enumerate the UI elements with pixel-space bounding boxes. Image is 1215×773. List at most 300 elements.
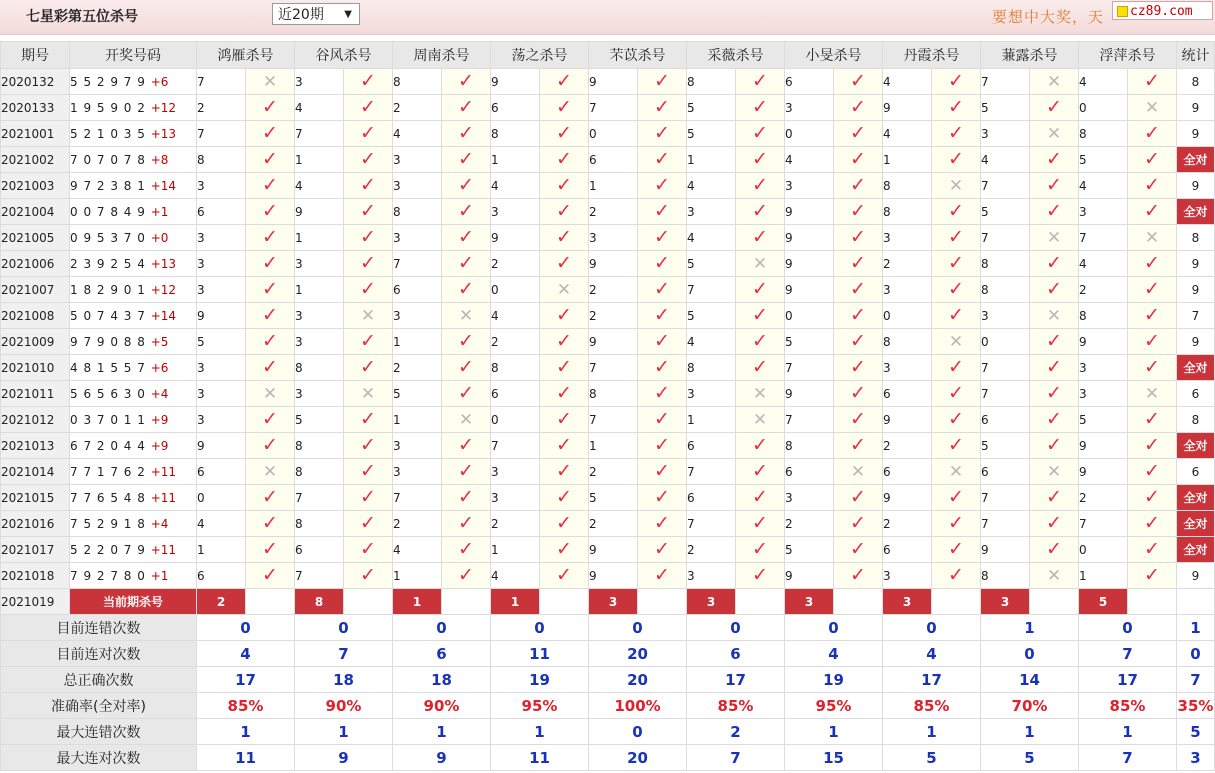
kill-number-cell: 9 [883,407,932,433]
kill-number-cell: 4 [687,225,736,251]
result-cell [540,225,589,251]
summary-value: 6 [687,641,785,667]
result-cell [344,69,393,95]
current-kill-number: 3 [883,589,932,615]
draw-extra: +6 [150,360,169,375]
result-cell [1128,225,1177,251]
draw-extra: +14 [150,178,177,193]
kill-number-cell: 3 [883,355,932,381]
kill-number-cell: 4 [393,537,442,563]
result-cell [344,407,393,433]
result-cell [344,147,393,173]
kill-number-cell: 3 [687,199,736,225]
draw-numbers: 0 9 5 3 7 0 [70,230,146,245]
check-icon: ✓ [654,96,670,118]
summary-value: 17 [197,667,295,693]
result-cell [932,95,981,121]
result-cell [638,303,687,329]
cross-icon: ✕ [1144,227,1160,248]
kill-number-cell: 8 [981,277,1030,303]
check-icon: ✓ [752,278,768,300]
cross-icon: ✕ [360,383,376,404]
result-cell [736,225,785,251]
kill-number-cell: 7 [1079,511,1128,537]
col-header-expert: 鸿雁杀号 [197,42,295,69]
result-cell [344,303,393,329]
cross-icon: ✕ [1046,123,1062,144]
issue-cell: 2021003 [1,173,70,199]
result-cell [344,95,393,121]
kill-number-cell: 3 [491,199,540,225]
check-icon: ✓ [360,564,376,586]
table-row [1,537,1215,563]
kill-number-cell: 7 [295,485,344,511]
current-stat-cell [1177,589,1215,615]
current-kill-number: 3 [981,589,1030,615]
result-cell [638,459,687,485]
check-icon: ✓ [458,226,474,248]
kill-number-cell: 8 [883,173,932,199]
result-cell [442,199,491,225]
result-cell [344,433,393,459]
col-header-expert: 丹霞杀号 [883,42,981,69]
result-cell [442,277,491,303]
draw-extra: +9 [150,412,169,427]
check-icon: ✓ [262,330,278,352]
result-cell [736,303,785,329]
check-icon: ✓ [556,304,572,326]
table-row [1,225,1215,251]
kill-number-cell: 9 [785,199,834,225]
result-cell [1030,251,1079,277]
kill-number-cell: 3 [197,407,246,433]
summary-value: 0 [295,615,393,641]
summary-value: 4 [197,641,295,667]
result-cell [638,407,687,433]
kill-number-cell: 2 [491,251,540,277]
kill-number-cell: 2 [393,355,442,381]
kill-number-cell: 2 [589,277,638,303]
result-cell [1128,485,1177,511]
check-icon: ✓ [360,148,376,170]
check-icon: ✓ [948,226,964,248]
result-cell [834,563,883,589]
kill-number-cell: 6 [197,459,246,485]
kill-number-cell: 2 [883,251,932,277]
summary-value: 0 [589,719,687,745]
table-row [1,199,1215,225]
draw-numbers: 7 7 6 5 4 8 [70,490,146,505]
kill-number-cell: 9 [197,433,246,459]
all-correct-badge: 全对 [1177,537,1215,563]
kill-number-cell: 9 [589,329,638,355]
kill-number-cell: 7 [295,121,344,147]
table-row [1,251,1215,277]
kill-number-cell: 1 [295,277,344,303]
check-icon: ✓ [654,122,670,144]
kill-number-cell: 4 [883,69,932,95]
result-cell [442,459,491,485]
slogan-text: 要想中大奖，天 [992,8,1105,26]
result-cell [540,355,589,381]
kill-number-cell: 7 [197,121,246,147]
check-icon: ✓ [654,148,670,170]
current-kill-number: 2 [197,589,246,615]
summary-value: 1 [981,615,1079,641]
draw-extra: +4 [150,516,169,531]
check-icon: ✓ [360,538,376,560]
check-icon: ✓ [458,122,474,144]
result-cell [638,121,687,147]
chevron-down-icon: ▼ [344,9,352,20]
stat-cell: 9 [1177,251,1215,277]
kill-number-cell: 8 [295,459,344,485]
check-icon: ✓ [850,148,866,170]
draw-cell [70,277,197,303]
check-icon: ✓ [458,538,474,560]
kill-number-cell: 4 [295,95,344,121]
draw-extra: +11 [150,490,177,505]
stat-cell: 9 [1177,95,1215,121]
kill-number-cell: 2 [1079,485,1128,511]
kill-number-cell: 7 [687,511,736,537]
kill-number-cell: 6 [491,381,540,407]
check-icon: ✓ [1046,486,1062,508]
check-icon: ✓ [556,512,572,534]
check-icon: ✓ [1046,538,1062,560]
kill-number-cell: 4 [687,173,736,199]
kill-number-cell: 6 [883,381,932,407]
check-icon: ✓ [262,148,278,170]
check-icon: ✓ [850,304,866,326]
issue-cell: 2021014 [1,459,70,485]
kill-number-cell: 6 [295,537,344,563]
kill-number-cell: 0 [883,303,932,329]
kill-number-cell: 3 [393,303,442,329]
period-select[interactable] [272,3,360,25]
kill-number-cell: 5 [1079,147,1128,173]
kill-number-cell: 5 [589,485,638,511]
result-cell [1030,69,1079,95]
summary-value: 18 [393,667,491,693]
result-cell [442,381,491,407]
kill-number-cell: 6 [393,277,442,303]
result-cell [736,147,785,173]
check-icon: ✓ [654,460,670,482]
col-header-expert: 芣苡杀号 [589,42,687,69]
result-cell [540,251,589,277]
summary-value: 11 [491,745,589,771]
summary-value: 4 [883,641,981,667]
check-icon: ✓ [1144,330,1160,352]
stat-cell: 9 [1177,277,1215,303]
check-icon: ✓ [556,174,572,196]
draw-cell [70,381,197,407]
result-cell [932,407,981,433]
result-cell [638,69,687,95]
summary-value: 19 [491,667,589,693]
summary-value: 17 [883,667,981,693]
kill-number-cell: 4 [491,303,540,329]
result-cell [638,95,687,121]
kill-number-cell: 7 [981,355,1030,381]
check-icon: ✓ [1144,356,1160,378]
kill-number-cell: 3 [295,251,344,277]
result-cell [736,563,785,589]
check-icon: ✓ [262,122,278,144]
issue-cell: 2021018 [1,563,70,589]
check-icon: ✓ [360,70,376,92]
result-cell [246,407,295,433]
check-icon: ✓ [654,486,670,508]
result-cell [540,95,589,121]
cross-icon: ✕ [262,383,278,404]
result-cell [834,147,883,173]
draw-numbers: 5 2 1 0 3 5 [70,126,146,141]
check-icon: ✓ [360,200,376,222]
draw-cell [70,225,197,251]
kill-number-cell: 3 [197,277,246,303]
kill-number-cell: 1 [393,407,442,433]
check-icon: ✓ [556,382,572,404]
result-cell [932,355,981,381]
kill-number-cell: 7 [981,69,1030,95]
check-icon: ✓ [556,96,572,118]
col-header-expert: 周南杀号 [393,42,491,69]
kill-number-cell: 8 [295,433,344,459]
stat-cell: 9 [1177,563,1215,589]
table-row [1,459,1215,485]
draw-cell [70,199,197,225]
check-icon: ✓ [556,460,572,482]
kill-number-cell: 1 [687,407,736,433]
cross-icon: ✕ [948,461,964,482]
result-cell [932,381,981,407]
draw-extra: +6 [150,74,169,89]
result-cell [344,329,393,355]
kill-number-cell: 3 [491,459,540,485]
check-icon: ✓ [1144,278,1160,300]
summary-value: 0 [785,615,883,641]
result-cell [736,537,785,563]
current-issue-cell: 2021019 [1,589,70,615]
summary-label: 最大连错次数 [1,719,197,745]
table-row [1,407,1215,433]
kill-number-cell: 3 [883,225,932,251]
kill-number-cell: 7 [981,485,1030,511]
draw-numbers: 1 9 5 9 0 2 [70,100,146,115]
summary-value: 70% [981,693,1079,719]
kill-number-cell: 8 [393,69,442,95]
kill-number-cell: 6 [883,537,932,563]
table-row [1,147,1215,173]
result-cell [246,537,295,563]
result-cell [932,563,981,589]
check-icon: ✓ [1046,200,1062,222]
kill-number-cell: 0 [785,303,834,329]
current-kill-number: 3 [687,589,736,615]
result-cell [834,433,883,459]
result-cell [638,563,687,589]
check-icon: ✓ [262,174,278,196]
kill-number-cell: 9 [491,69,540,95]
check-icon: ✓ [850,434,866,456]
result-cell [246,173,295,199]
result-cell [246,147,295,173]
result-cell [638,511,687,537]
summary-stat-value: 35% [1177,693,1215,719]
check-icon: ✓ [458,148,474,170]
result-cell [932,251,981,277]
kill-number-cell: 0 [197,485,246,511]
check-icon: ✓ [752,122,768,144]
kill-number-cell: 3 [393,459,442,485]
kill-number-cell: 7 [491,433,540,459]
check-icon: ✓ [752,564,768,586]
check-icon: ✓ [752,356,768,378]
summary-value: 17 [1079,667,1177,693]
kill-number-cell: 2 [785,511,834,537]
draw-cell [70,303,197,329]
check-icon: ✓ [654,434,670,456]
kill-number-cell: 8 [295,355,344,381]
kill-number-cell: 7 [295,563,344,589]
kill-number-cell: 5 [393,381,442,407]
check-icon: ✓ [262,538,278,560]
current-kill-number: 1 [393,589,442,615]
kill-number-cell: 7 [687,459,736,485]
result-cell [736,485,785,511]
issue-cell: 2020133 [1,95,70,121]
kill-number-cell: 1 [295,147,344,173]
kill-number-cell: 3 [295,69,344,95]
summary-value: 9 [393,745,491,771]
check-icon: ✓ [458,174,474,196]
summary-value: 85% [1079,693,1177,719]
check-icon: ✓ [360,96,376,118]
cross-icon: ✕ [1046,71,1062,92]
check-icon: ✓ [752,226,768,248]
result-cell [932,329,981,355]
current-blank-cell [736,589,785,615]
summary-value: 95% [491,693,589,719]
summary-stat-value: 3 [1177,745,1215,771]
kill-number-cell: 9 [589,563,638,589]
summary-label: 目前连对次数 [1,641,197,667]
col-header-stat: 统计 [1177,42,1215,69]
check-icon: ✓ [458,330,474,352]
kill-number-cell: 6 [981,407,1030,433]
result-cell [540,69,589,95]
draw-cell [70,173,197,199]
summary-value: 0 [393,615,491,641]
summary-value: 17 [687,667,785,693]
result-cell [1128,277,1177,303]
check-icon: ✓ [360,486,376,508]
result-cell [442,485,491,511]
result-cell [1128,537,1177,563]
result-cell [246,355,295,381]
draw-numbers: 6 7 2 0 4 4 [70,438,146,453]
current-blank-cell [1030,589,1079,615]
result-cell [344,251,393,277]
kill-number-cell: 6 [589,147,638,173]
draw-numbers: 5 6 5 6 3 0 [70,386,146,401]
check-icon: ✓ [556,122,572,144]
site-badge[interactable] [1112,1,1213,20]
result-cell [1030,121,1079,147]
kill-number-cell: 5 [785,329,834,355]
result-cell [1030,147,1079,173]
kill-number-cell: 3 [1079,355,1128,381]
result-cell [736,95,785,121]
result-cell [1030,563,1079,589]
top-bar [0,0,1215,35]
result-cell [540,173,589,199]
result-cell [1030,381,1079,407]
check-icon: ✓ [1144,512,1160,534]
result-cell [1128,407,1177,433]
check-icon: ✓ [458,200,474,222]
result-cell [540,381,589,407]
col-header-expert: 谷风杀号 [295,42,393,69]
check-icon: ✓ [458,252,474,274]
kill-number-cell: 0 [785,121,834,147]
kill-number-cell: 7 [393,251,442,277]
check-icon: ✓ [1046,408,1062,430]
header-row [1,42,1215,69]
kill-number-cell: 4 [295,173,344,199]
result-cell [1030,433,1079,459]
stat-cell: 6 [1177,381,1215,407]
cross-icon: ✕ [1046,305,1062,326]
kill-number-cell: 3 [1079,199,1128,225]
kill-number-cell: 9 [785,563,834,589]
kill-number-cell: 8 [393,199,442,225]
check-icon: ✓ [654,252,670,274]
table-row [1,69,1215,95]
kill-number-cell: 6 [197,563,246,589]
check-icon: ✓ [654,564,670,586]
draw-cell [70,251,197,277]
check-icon: ✓ [948,408,964,430]
kill-number-cell: 4 [1079,251,1128,277]
stat-cell: 9 [1177,173,1215,199]
kill-number-cell: 3 [687,381,736,407]
result-cell [344,225,393,251]
result-cell [1030,329,1079,355]
draw-extra: +14 [150,308,177,323]
result-cell [442,69,491,95]
cross-icon: ✕ [752,383,768,404]
draw-extra: +11 [150,464,177,479]
kill-number-cell: 9 [1079,433,1128,459]
result-cell [638,147,687,173]
check-icon: ✓ [458,564,474,586]
kill-number-cell: 1 [687,147,736,173]
check-icon: ✓ [850,70,866,92]
table-row [1,303,1215,329]
result-cell [834,355,883,381]
kill-number-cell: 6 [981,459,1030,485]
kill-number-cell: 7 [981,381,1030,407]
check-icon: ✓ [360,512,376,534]
check-icon: ✓ [262,304,278,326]
result-cell [540,329,589,355]
current-blank-cell [442,589,491,615]
draw-cell [70,329,197,355]
check-icon: ✓ [1144,486,1160,508]
